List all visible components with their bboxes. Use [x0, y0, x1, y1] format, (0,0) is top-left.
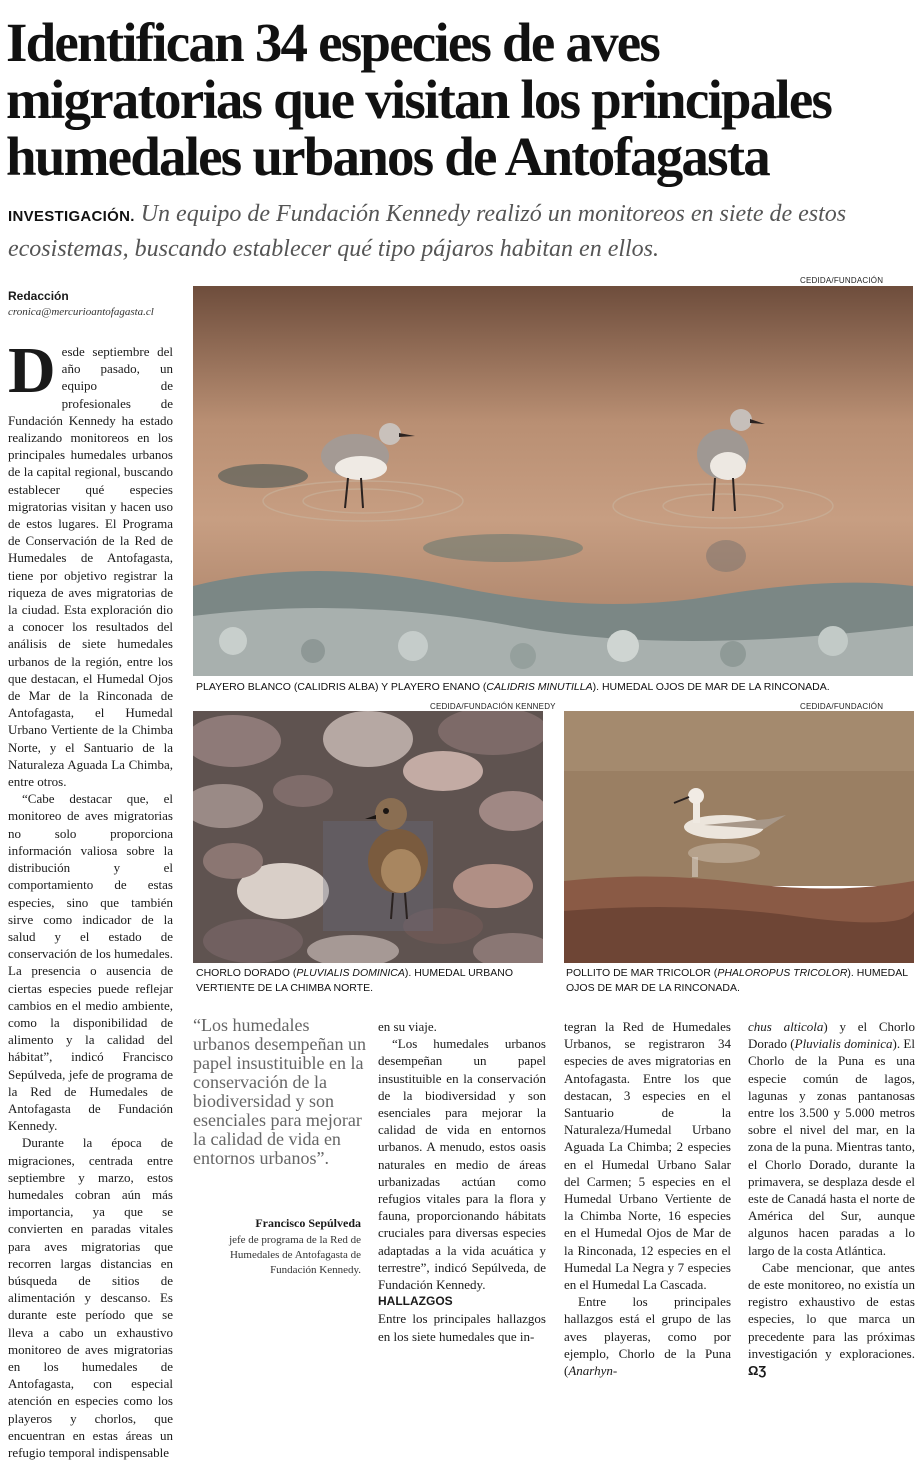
paragraph-closing: Cabe mencionar, que antes de este monitoreo, no existía un registro exhaustivo de estas especies, lo que marca un precedente para las próximas investigación y exploraciones. ΩƷ	[748, 1259, 915, 1379]
column-3	[378, 1018, 546, 1345]
deck	[8, 198, 914, 265]
golden-plover-photo	[193, 711, 543, 963]
paragraph-quote: “Los humedales urbanos desempeñan un papel insustituible en la conservación de la biodiversidad y son esenciales para mejorar la calidad de vida en entornos urbanos. A menudo, estos oasis naturales en medio de áreas urbanizadas actúan como refugios vitales para la flora y fauna, proporcionando hábitats cruciales para diversas especies adaptadas a la vida acuática y terrestre”, indicó Sepúlveda, de Fundación Kennedy.	[378, 1036, 546, 1293]
paragraph-species-count: tegran la Red de Humedales Urbanos, se registraron 34 especies de aves migratorias en Antofagasta. Entre los que destacan, 3 especies en el Santuario de la Naturaleza/Humedal Urbano Aguada La Chimba; 2 especies en el Humedal Urbano Salar del Carmen; 5 especies en el Humedal Urbano Vertiente de la Chimba Norte, 16 especies en el Humedal Ojos de Mar de la Rinconada, 12 especies en el Humedal La Negra y 7 especies en el Humedal La Cascada.	[564, 1019, 731, 1293]
photo-credit-main: CEDIDA/FUNDACIÓN	[800, 276, 884, 285]
deck-kicker: INVESTIGACIÓN.	[8, 208, 135, 225]
paragraph-1: Desde septiembre del año pasado, un equipo de profesionales de Fundación Kennedy ha estado realizando monitoreos en los principales humedales urbanos de la capital regional, buscando establecer qué especies migratorias visitan y hacen uso de estos lugares. El Programa de Conservación de la Red de Humedales de Antofagasta, tiene por objetivo registrar la riqueza de aves migratorias de la ciudad. Esta exploración dio a conocer los resultados del análisis de siete humedales urbanos de la región, entre los que destacan, el Humedal Ojos de Mar de la Rinconada de Antofagasta, el Humedal Urbano Vertiente de la Chimba Norte, y el Santuario de la Naturaleza Aguada La Chimba, entre otros.	[8, 334, 173, 790]
headline: Identifican 34 especies de aves migratorias que visitan los principales humedales urbanos de Antofagasta	[6, 12, 832, 187]
pull-quote: “Los humedales urbanos desempeñan un papel insustituible en la conservación de la biodiversidad y son esenciales para mejorar la calidad de vida en entornos urbanos”.	[193, 1015, 366, 1168]
caption-right: POLLITO DE MAR TRICOLOR (PHALOROPUS TRICOLOR). HUMEDAL OJOS DE MAR DE LA RINCONADA.	[566, 967, 908, 994]
paragraph-3: Durante la época de migraciones, centrada entre septiembre y marzo, estos humedales cobran aún más importancia, ya que se convierten en paradas vitales para aves migratorias que recorren largas distancias en búsqueda de sitios de alimentación y descanso. Es durante este período que se lleva a cabo un exhaustivo monitoreo de aves migratorias en los humedales de Antofagasta, con especial atención en especies como los playeros y chorlos, que encuentran en estas áreas un refugio temporal indispensable	[8, 1135, 173, 1460]
column-4	[564, 1018, 731, 1379]
left-photo	[193, 711, 543, 963]
photo-credit-left: CEDIDA/FUNDACIÓN KENNEDY	[430, 702, 556, 711]
deck-text: Un equipo de Fundación Kennedy realizó un monitoreos en siete de estos ecosistemas, buscando establecer qué tipo pájaros habitan en ellos.	[8, 201, 847, 262]
byline-email[interactable]: cronica@mercurioantofagasta.cl	[8, 306, 154, 318]
right-photo	[564, 711, 914, 963]
photo-credit-right: CEDIDA/FUNDACIÓN	[800, 702, 884, 711]
paragraph-plovers: chus alticola) y el Chorlo Dorado (Pluvialis dominica). El Chorlo de la Puna es una especie común de lagos, lagunas y zonas pantanosas entre los 3.500 y 5.000 metros sobre el nivel del mar, en la zona de la puna. Mientras tanto, el Chorlo Dorado, durante la primavera, se desplaza desde el este de Canadá hasta el norte de América del Sur, aunque algunos hacen paradas a lo largo de la costa Atlántica.	[748, 1019, 915, 1258]
end-mark: ΩƷ	[748, 1363, 767, 1379]
quote-attribution-name: Francisco Sepúlveda	[255, 1216, 361, 1230]
quote-attribution-role: jefe de programa de la Red de Humedales de Antofagasta de Fundación Kennedy.	[229, 1234, 361, 1276]
subhead-hallazgos: HALLAZGOS	[378, 1294, 453, 1309]
column-5	[748, 1018, 915, 1379]
byline-name: Redacción	[8, 289, 69, 303]
main-photo	[193, 286, 913, 676]
paragraph-hallazgos: Entre los principales hallazgos en los siete humedales que in-	[378, 1311, 546, 1344]
caption-main: PLAYERO BLANCO (CALIDRIS ALBA) Y PLAYERO ENANO (CALIDRIS MINUTILLA). HUMEDAL OJOS DE MAR DE LA RINCONADA.	[196, 681, 830, 693]
paragraph-2: “Cabe destacar que, el monitoreo de aves migratorias no solo proporciona información valiosa sobre la distribución y el comportamiento de estas especies, sino que también sirve como indicador de la salud y el estado de conservación de los humedales. La presencia o ausencia de ciertas especies puede reflejar cambios en el medio ambiente, como la disponibilidad de alimento y la calidad del hábitat”, indicó Francisco Sepúlveda, jefe de programa de la Red de Humedales de Antofagasta de Fundación Kennedy.	[8, 791, 173, 1134]
paragraph-continued: en su viaje.	[378, 1019, 437, 1034]
paragraph-shorebirds: Entre los principales hallazgos está el grupo de las aves playeras, como por ejemplo, Chorlo de la Puna (Anarhyn-	[564, 1294, 731, 1379]
sandpipers-photo	[193, 286, 913, 676]
phalarope-photo	[564, 711, 914, 963]
column-1	[8, 334, 173, 1461]
dropcap: D	[8, 334, 56, 407]
caption-left: CHORLO DORADO (PLUVIALIS DOMINICA). HUMEDAL URBANO VERTIENTE DE LA CHIMBA NORTE.	[196, 967, 513, 994]
